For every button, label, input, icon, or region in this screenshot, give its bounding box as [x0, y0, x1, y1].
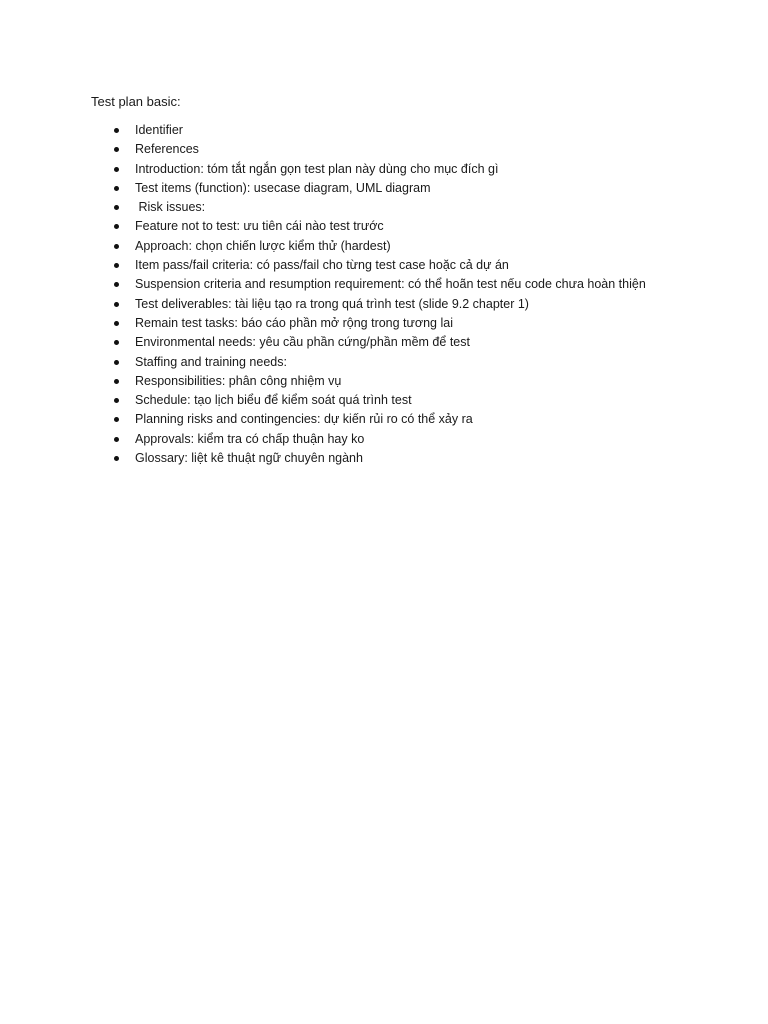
bullet-icon [114, 360, 119, 365]
bullet-icon [114, 167, 119, 172]
bullet-icon [114, 128, 119, 133]
list-item-text: Schedule: tạo lịch biểu để kiểm soát quá trình test [135, 393, 412, 408]
bullet-icon [114, 302, 119, 307]
list-item-text: Glossary: liệt kê thuật ngữ chuyên ngành [135, 451, 363, 466]
list-item-text: Test items (function): usecase diagram, UML diagram [135, 180, 431, 195]
list-item-text: Environmental needs: yêu cầu phần cứng/phần mềm để test [135, 335, 470, 350]
list-item-text: Risk issues: [135, 200, 206, 215]
list-item-text: Approach: chọn chiến lược kiểm thử (hardest) [135, 238, 391, 253]
bullet-icon [114, 147, 119, 152]
list-item-text: Feature not to test: ưu tiên cái nào test trước [135, 219, 384, 234]
bullet-icon [114, 398, 119, 403]
list-item-text: Test deliverables: tài liệu tạo ra trong quá trình test (slide 9.2 chapter 1) [135, 296, 529, 311]
list-item-text: Suspension criteria and resumption requirement: có thể hoãn test nếu code chưa hoàn thiện [135, 277, 646, 292]
bullet-icon [114, 282, 119, 287]
list-item-text: Responsibilities: phân công nhiệm vụ [135, 373, 342, 388]
bullet-icon [114, 186, 119, 191]
bullet-icon [114, 437, 119, 442]
bullet-icon [114, 205, 119, 210]
bullet-icon [114, 244, 119, 249]
bullet-icon [114, 263, 119, 268]
bullet-icon [114, 321, 119, 326]
list-item-text: Planning risks and contingencies: dự kiến rủi ro có thể xảy ra [135, 412, 473, 427]
list-item-text: Identifier [135, 123, 183, 137]
bullet-icon [114, 340, 119, 345]
document-heading: Test plan basic: [91, 94, 181, 109]
list-item-text: Staffing and training needs: [135, 354, 287, 369]
bullet-icon [114, 379, 119, 384]
list-item-text: Remain test tasks: báo cáo phần mở rộng trong tương lai [135, 315, 453, 330]
list-item-text: Approvals: kiểm tra có chấp thuận hay ko [135, 431, 365, 446]
list-item-text: Item pass/fail criteria: có pass/fail cho từng test case hoặc cả dự án [135, 258, 509, 273]
bullet-icon [114, 417, 119, 422]
bullet-icon [114, 224, 119, 229]
bullet-icon [114, 456, 119, 461]
list-item-text: References [135, 142, 199, 157]
list-item-text: Introduction: tóm tắt ngắn gọn test plan này dùng cho mục đích gì [135, 161, 499, 176]
